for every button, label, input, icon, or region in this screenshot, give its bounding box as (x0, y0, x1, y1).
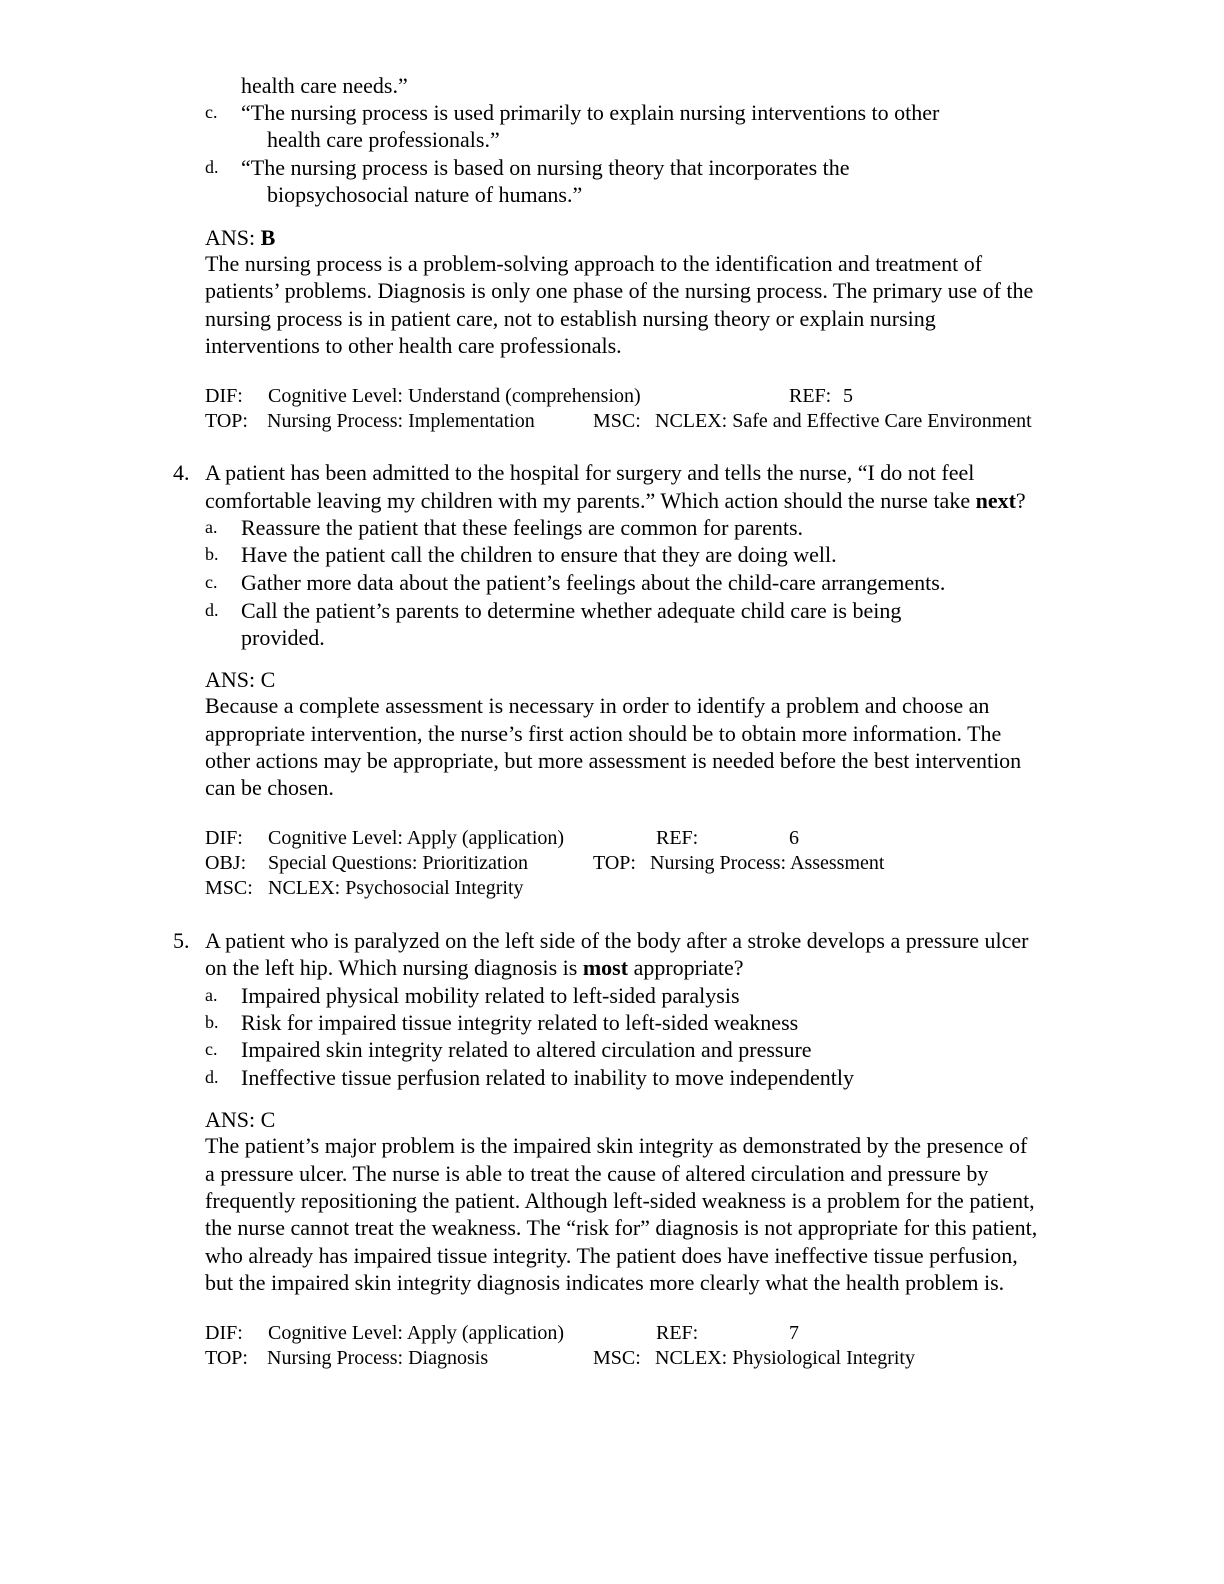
q5-stem-line1: A patient who is paralyzed on the left side of the body after a stroke develops a pressure ulcer (205, 928, 1029, 953)
q4-option-d-letter: d. (205, 600, 219, 620)
q4-stem-emphasis: next (975, 488, 1016, 513)
q5-dif-value: Cognitive Level: Apply (application) (268, 1322, 565, 1344)
q4-rationale-line1: Because a complete assessment is necessary in order to identify a problem and choose an (205, 693, 990, 718)
q4-option-b-text: Have the patient call the children to ensure that they are doing well. (241, 542, 837, 567)
q4-stem-line2 (205, 487, 1026, 514)
q4-stem-line1: A patient has been admitted to the hospital for surgery and tells the nurse, “I do not feel (205, 460, 975, 485)
q4-top-value: Nursing Process: Assessment (650, 852, 885, 874)
q5-option-c-letter: c. (205, 1039, 218, 1059)
q5-top-label: TOP: (205, 1347, 248, 1369)
q4-stem-line2-end: ? (1015, 488, 1026, 513)
q4-option-a-letter: a. (205, 517, 218, 537)
q3-dif-value: Cognitive Level: Understand (comprehension) (268, 385, 641, 407)
q3-option-d-letter: d. (205, 157, 219, 177)
q3-answer-label: ANS: (205, 225, 261, 250)
q3-msc-value: NCLEX: Safe and Effective Care Environment (655, 410, 1032, 432)
q5-stem-emphasis: most (582, 955, 629, 980)
q4-option-a-text: Reassure the patient that these feelings are common for parents. (241, 515, 804, 540)
q5-dif-label: DIF: (205, 1322, 243, 1344)
q4-rationale-line4: can be chosen. (205, 775, 334, 800)
q4-ref-label: REF: (656, 827, 699, 849)
q3-ref-value: 5 (843, 385, 853, 407)
q5-top-value: Nursing Process: Diagnosis (267, 1347, 489, 1369)
q4-rationale-line2: appropriate intervention, the nurse’s first action should be to obtain more information. The (205, 721, 1002, 746)
q5-msc-label: MSC: (593, 1347, 641, 1369)
q5-number: 5. (173, 928, 190, 953)
q3-option-c-letter: c. (205, 102, 218, 122)
q5-rationale-line6: but the impaired skin integrity diagnosis indicates more clearly what the health problem is. (205, 1270, 1005, 1295)
q5-rationale-line1: The patient’s major problem is the impaired skin integrity as demonstrated by the presence of (205, 1133, 1028, 1158)
q5-option-a-text: Impaired physical mobility related to left-sided paralysis (241, 983, 740, 1008)
q4-ref-value: 6 (789, 827, 799, 849)
q4-option-b-letter: b. (205, 544, 219, 564)
q3-option-d-line1: “The nursing process is based on nursing theory that incorporates the (241, 155, 850, 180)
q4-obj-label: OBJ: (205, 852, 247, 874)
q4-dif-label: DIF: (205, 827, 243, 849)
q4-option-d-line2: provided. (241, 625, 325, 650)
q4-obj-value: Special Questions: Prioritization (268, 852, 528, 874)
q4-rationale-line3: other actions may be appropriate, but more assessment is needed before the best intervention (205, 748, 1022, 773)
q5-answer: ANS: C (205, 1107, 276, 1132)
q4-number: 4. (173, 460, 190, 485)
q4-stem-line2-text: comfortable leaving my children with my parents.” Which action should the nurse take (205, 488, 976, 513)
q4-answer: ANS: C (205, 667, 276, 692)
q4-top-label: TOP: (593, 852, 636, 874)
q5-option-b-text: Risk for impaired tissue integrity related to left-sided weakness (241, 1010, 799, 1035)
q3-rationale-line2: patients’ problems. Diagnosis is only one phase of the nursing process. The primary use of the (205, 278, 1034, 303)
q4-option-c-text: Gather more data about the patient’s feelings about the child-care arrangements. (241, 570, 946, 595)
q3-answer (205, 224, 275, 251)
q5-option-b-letter: b. (205, 1012, 219, 1032)
q3-rationale-line1: The nursing process is a problem-solving approach to the identification and treatment of (205, 251, 983, 276)
q5-msc-value: NCLEX: Physiological Integrity (655, 1347, 915, 1369)
q3-msc-label: MSC: (593, 410, 641, 432)
q4-msc-label: MSC: (205, 877, 253, 899)
q3-option-d-line2: biopsychosocial nature of humans.” (267, 182, 583, 207)
q5-rationale-line2: a pressure ulcer. The nurse is able to treat the cause of altered circulation and pressure by (205, 1161, 989, 1186)
q4-option-c-letter: c. (205, 572, 218, 592)
q3-top-label: TOP: (205, 410, 248, 432)
q5-stem-line2 (205, 954, 744, 981)
q3-ref-label: REF: (789, 385, 832, 407)
q5-rationale-line5: who already has impaired tissue integrity. The patient does have ineffective tissue perfusion, (205, 1243, 1018, 1268)
q5-option-a-letter: a. (205, 985, 218, 1005)
q3-top-value: Nursing Process: Implementation (267, 410, 535, 432)
q5-option-d-letter: d. (205, 1067, 219, 1087)
q5-ref-label: REF: (656, 1322, 699, 1344)
q5-rationale-line4: the nurse cannot treat the weakness. The “risk for” diagnosis is not appropriate for this patient, (205, 1215, 1038, 1240)
q3-dif-label: DIF: (205, 385, 243, 407)
q4-msc-value: NCLEX: Psychosocial Integrity (268, 877, 524, 899)
q5-ref-value: 7 (789, 1322, 799, 1344)
q3-option-b-continuation: health care needs.” (241, 73, 408, 98)
q3-answer-value: B (260, 225, 276, 250)
q5-option-c-text: Impaired skin integrity related to altered circulation and pressure (241, 1037, 812, 1062)
q5-option-d-text: Ineffective tissue perfusion related to inability to move independently (241, 1065, 854, 1090)
q5-rationale-line3: frequently repositioning the patient. Although left-sided weakness is a problem for the patient, (205, 1188, 1035, 1213)
q4-dif-value: Cognitive Level: Apply (application) (268, 827, 565, 849)
q3-rationale-line3: nursing process is in patient care, not to establish nursing theory or explain nursing (205, 306, 936, 331)
q4-option-d-text: Call the patient’s parents to determine whether adequate child care is being (241, 598, 902, 623)
q3-option-c-line2: health care professionals.” (267, 127, 500, 152)
q3-rationale-line4: interventions to other health care professionals. (205, 333, 622, 358)
q3-option-c-line1: “The nursing process is used primarily to explain nursing interventions to other (241, 100, 940, 125)
q5-stem-line2-text: on the left hip. Which nursing diagnosis is (205, 955, 583, 980)
q5-stem-line2-end: appropriate? (628, 955, 744, 980)
